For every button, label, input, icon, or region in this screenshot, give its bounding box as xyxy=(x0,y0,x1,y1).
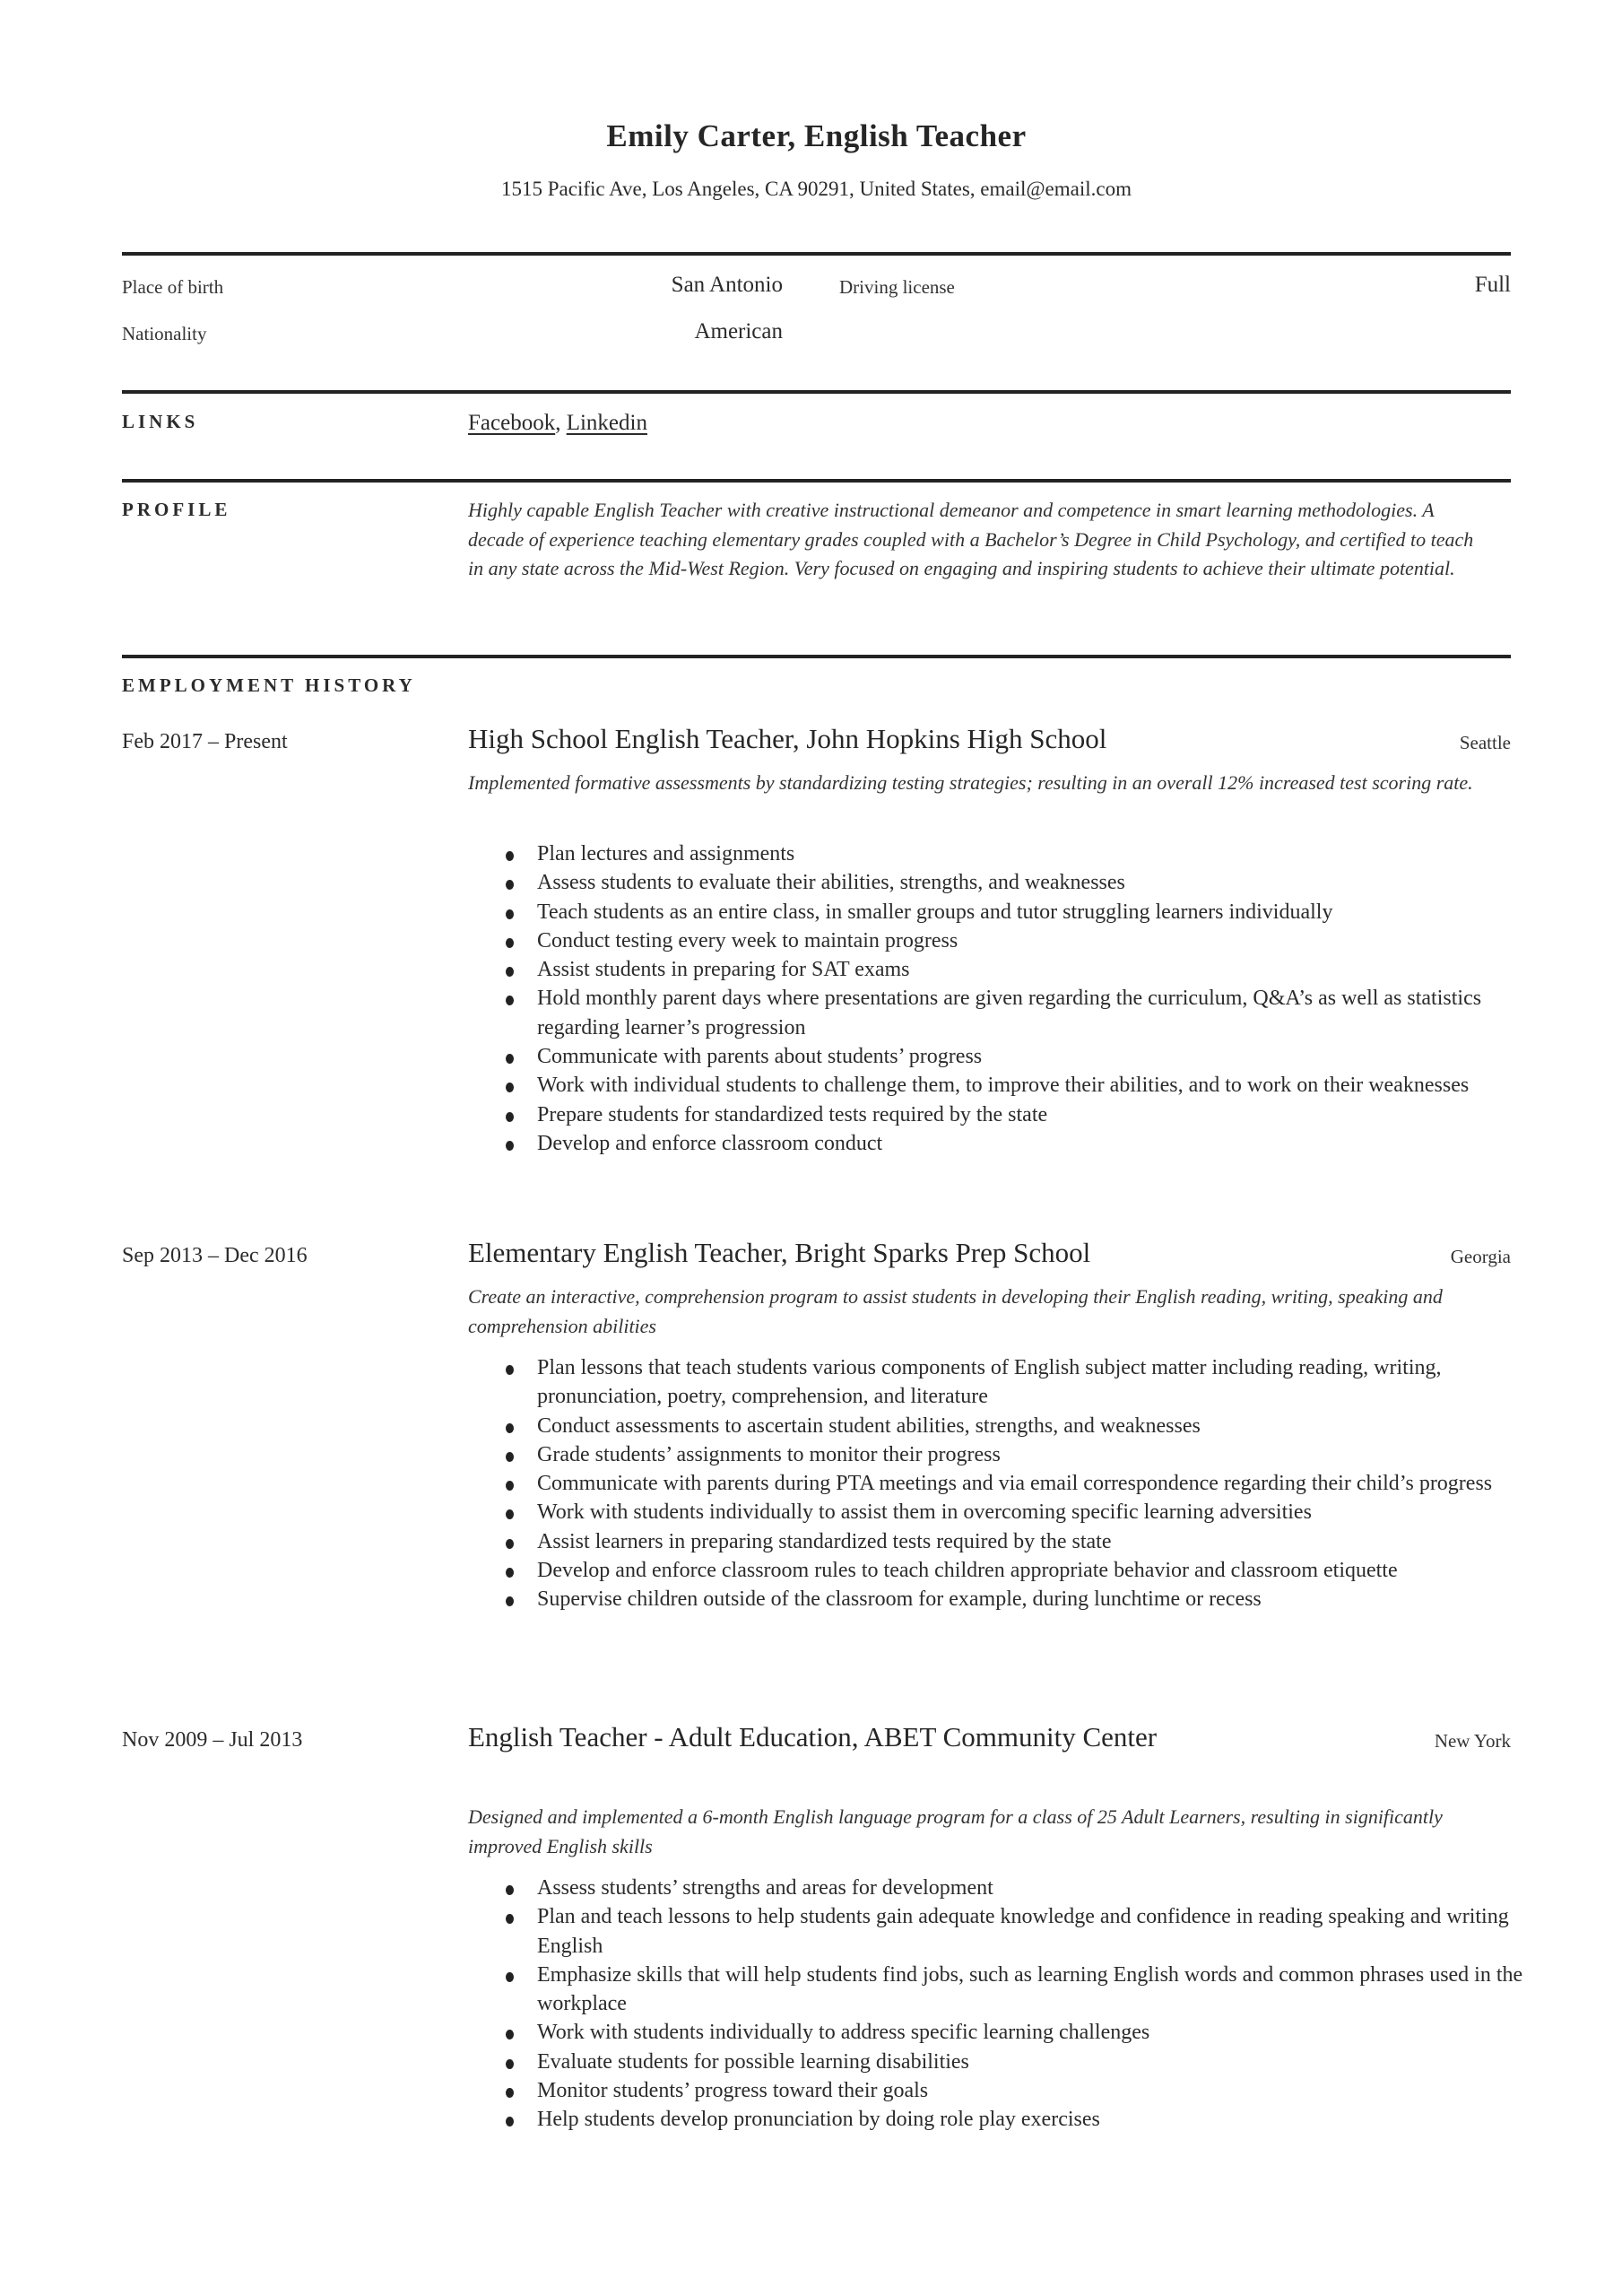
profile-section-title: PROFILE xyxy=(122,499,231,520)
job-location: Georgia xyxy=(1450,1246,1511,1267)
nationality-label: Nationality xyxy=(122,323,207,344)
duty-item: Develop and enforce classroom conduct xyxy=(537,1129,1550,1158)
job-summary: Designed and implemented a 6-month English language program for a class of 25 Adult Learners, resulting in significantly improved English skills xyxy=(468,1805,1443,1857)
job-title: English Teacher - Adult Education, ABET Community Center xyxy=(468,1721,1158,1752)
links-section-title: LINKS xyxy=(122,411,199,432)
job-summary: Implemented formative assessments by standardizing testing strategies; resulting in an overall 12% increased test scoring rate. xyxy=(468,771,1473,794)
duty-item: Conduct assessments to ascertain student abilities, strengths, and weaknesses xyxy=(537,1412,1550,1440)
section-divider xyxy=(122,252,1511,256)
duty-item: Hold monthly parent days where presentations are given regarding the curriculum, Q&A’s as well as statistics regarding learner’s progression xyxy=(537,984,1550,1042)
section-divider xyxy=(122,655,1511,658)
duty-item: Plan and teach lessons to help students gain adequate knowledge and confidence in reading speaking and writing English xyxy=(537,1902,1550,1961)
duty-item: Supervise children outside of the classroom for example, during lunchtime or recess xyxy=(537,1585,1550,1613)
duty-item: Help students develop pronunciation by doing role play exercises xyxy=(537,2105,1550,2134)
duty-item: Prepare students for standardized tests required by the state xyxy=(537,1100,1550,1129)
section-divider xyxy=(122,479,1511,483)
duty-item: Work with individual students to challenge them, to improve their abilities, and to work on their weaknesses xyxy=(537,1071,1550,1100)
job-title: Elementary English Teacher, Bright Sparks Prep School xyxy=(468,1237,1091,1268)
link-separator: , xyxy=(555,411,567,435)
duty-item: Plan lectures and assignments xyxy=(537,839,1550,868)
place-of-birth-value: San Antonio xyxy=(671,273,783,297)
duty-item: Develop and enforce classroom rules to teach children appropriate behavior and classroom etiquette xyxy=(537,1556,1550,1585)
job-location: New York xyxy=(1434,1730,1511,1752)
job-dates: Nov 2009 – Jul 2013 xyxy=(122,1728,303,1752)
duty-item: Work with students individually to address specific learning challenges xyxy=(537,2018,1550,2047)
place-of-birth-label: Place of birth xyxy=(122,276,224,298)
duty-item: Evaluate students for possible learning disabilities xyxy=(537,2048,1550,2076)
duty-item: Teach students as an entire class, in smaller groups and tutor struggling learners individually xyxy=(537,898,1550,926)
driving-license-value: Full xyxy=(1474,273,1511,297)
resume-title: Emily Carter, English Teacher xyxy=(606,118,1027,153)
job-title: High School English Teacher, John Hopkins High School xyxy=(468,723,1107,754)
duty-item: Assist learners in preparing standardized tests required by the state xyxy=(537,1527,1550,1556)
section-divider xyxy=(122,390,1511,394)
contact-line: 1515 Pacific Ave, Los Angeles, CA 90291, United States, email@email.com xyxy=(501,178,1132,200)
duty-item: Emphasize skills that will help students find jobs, such as learning English words and common phrases used in the workplace xyxy=(537,1961,1550,2019)
nationality-value: American xyxy=(694,319,783,344)
driving-license-label: Driving license xyxy=(839,276,955,298)
job-location: Seattle xyxy=(1459,732,1511,753)
links-list xyxy=(468,411,647,436)
duty-item: Assess students to evaluate their abilities, strengths, and weaknesses xyxy=(537,868,1550,897)
facebook-link[interactable]: Facebook xyxy=(468,411,556,435)
job-dates: Sep 2013 – Dec 2016 xyxy=(122,1244,308,1267)
profile-summary: Highly capable English Teacher with creative instructional demeanor and competence in smart learning methodologies. A decade of experience teaching elementary grades coupled with a Bachelor’s Degree in Child Psychology, and certified to teach in any state across the Mid-West Region. Very focused on engaging and inspiring students to achieve their ultimate potential. xyxy=(468,499,1474,579)
job-duties-list xyxy=(468,1353,1550,1614)
job-summary: Create an interactive, comprehension program to assist students in developing their English reading, writing, speaking and comprehension abilities xyxy=(468,1285,1443,1337)
duty-item: Communicate with parents during PTA meetings and via email correspondence regarding their child’s progress xyxy=(537,1469,1550,1498)
job-duties-list xyxy=(468,839,1550,1158)
employment-section-title: EMPLOYMENT HISTORY xyxy=(122,674,416,696)
duty-item: Work with students individually to assist them in overcoming specific learning adversities xyxy=(537,1498,1550,1526)
duty-item: Conduct testing every week to maintain progress xyxy=(537,926,1550,955)
duty-item: Communicate with parents about students’ progress xyxy=(537,1042,1550,1071)
duty-item: Assess students’ strengths and areas for development xyxy=(537,1874,1550,1902)
duty-item: Monitor students’ progress toward their goals xyxy=(537,2076,1550,2105)
job-dates: Feb 2017 – Present xyxy=(122,730,288,753)
duty-item: Plan lessons that teach students various components of English subject matter including reading, writing, pronunciation, poetry, comprehension, and literature xyxy=(537,1353,1550,1412)
job-duties-list xyxy=(468,1874,1550,2135)
duty-item: Assist students in preparing for SAT exams xyxy=(537,955,1550,984)
duty-item: Grade students’ assignments to monitor their progress xyxy=(537,1440,1550,1469)
linkedin-link[interactable]: Linkedin xyxy=(566,411,647,435)
